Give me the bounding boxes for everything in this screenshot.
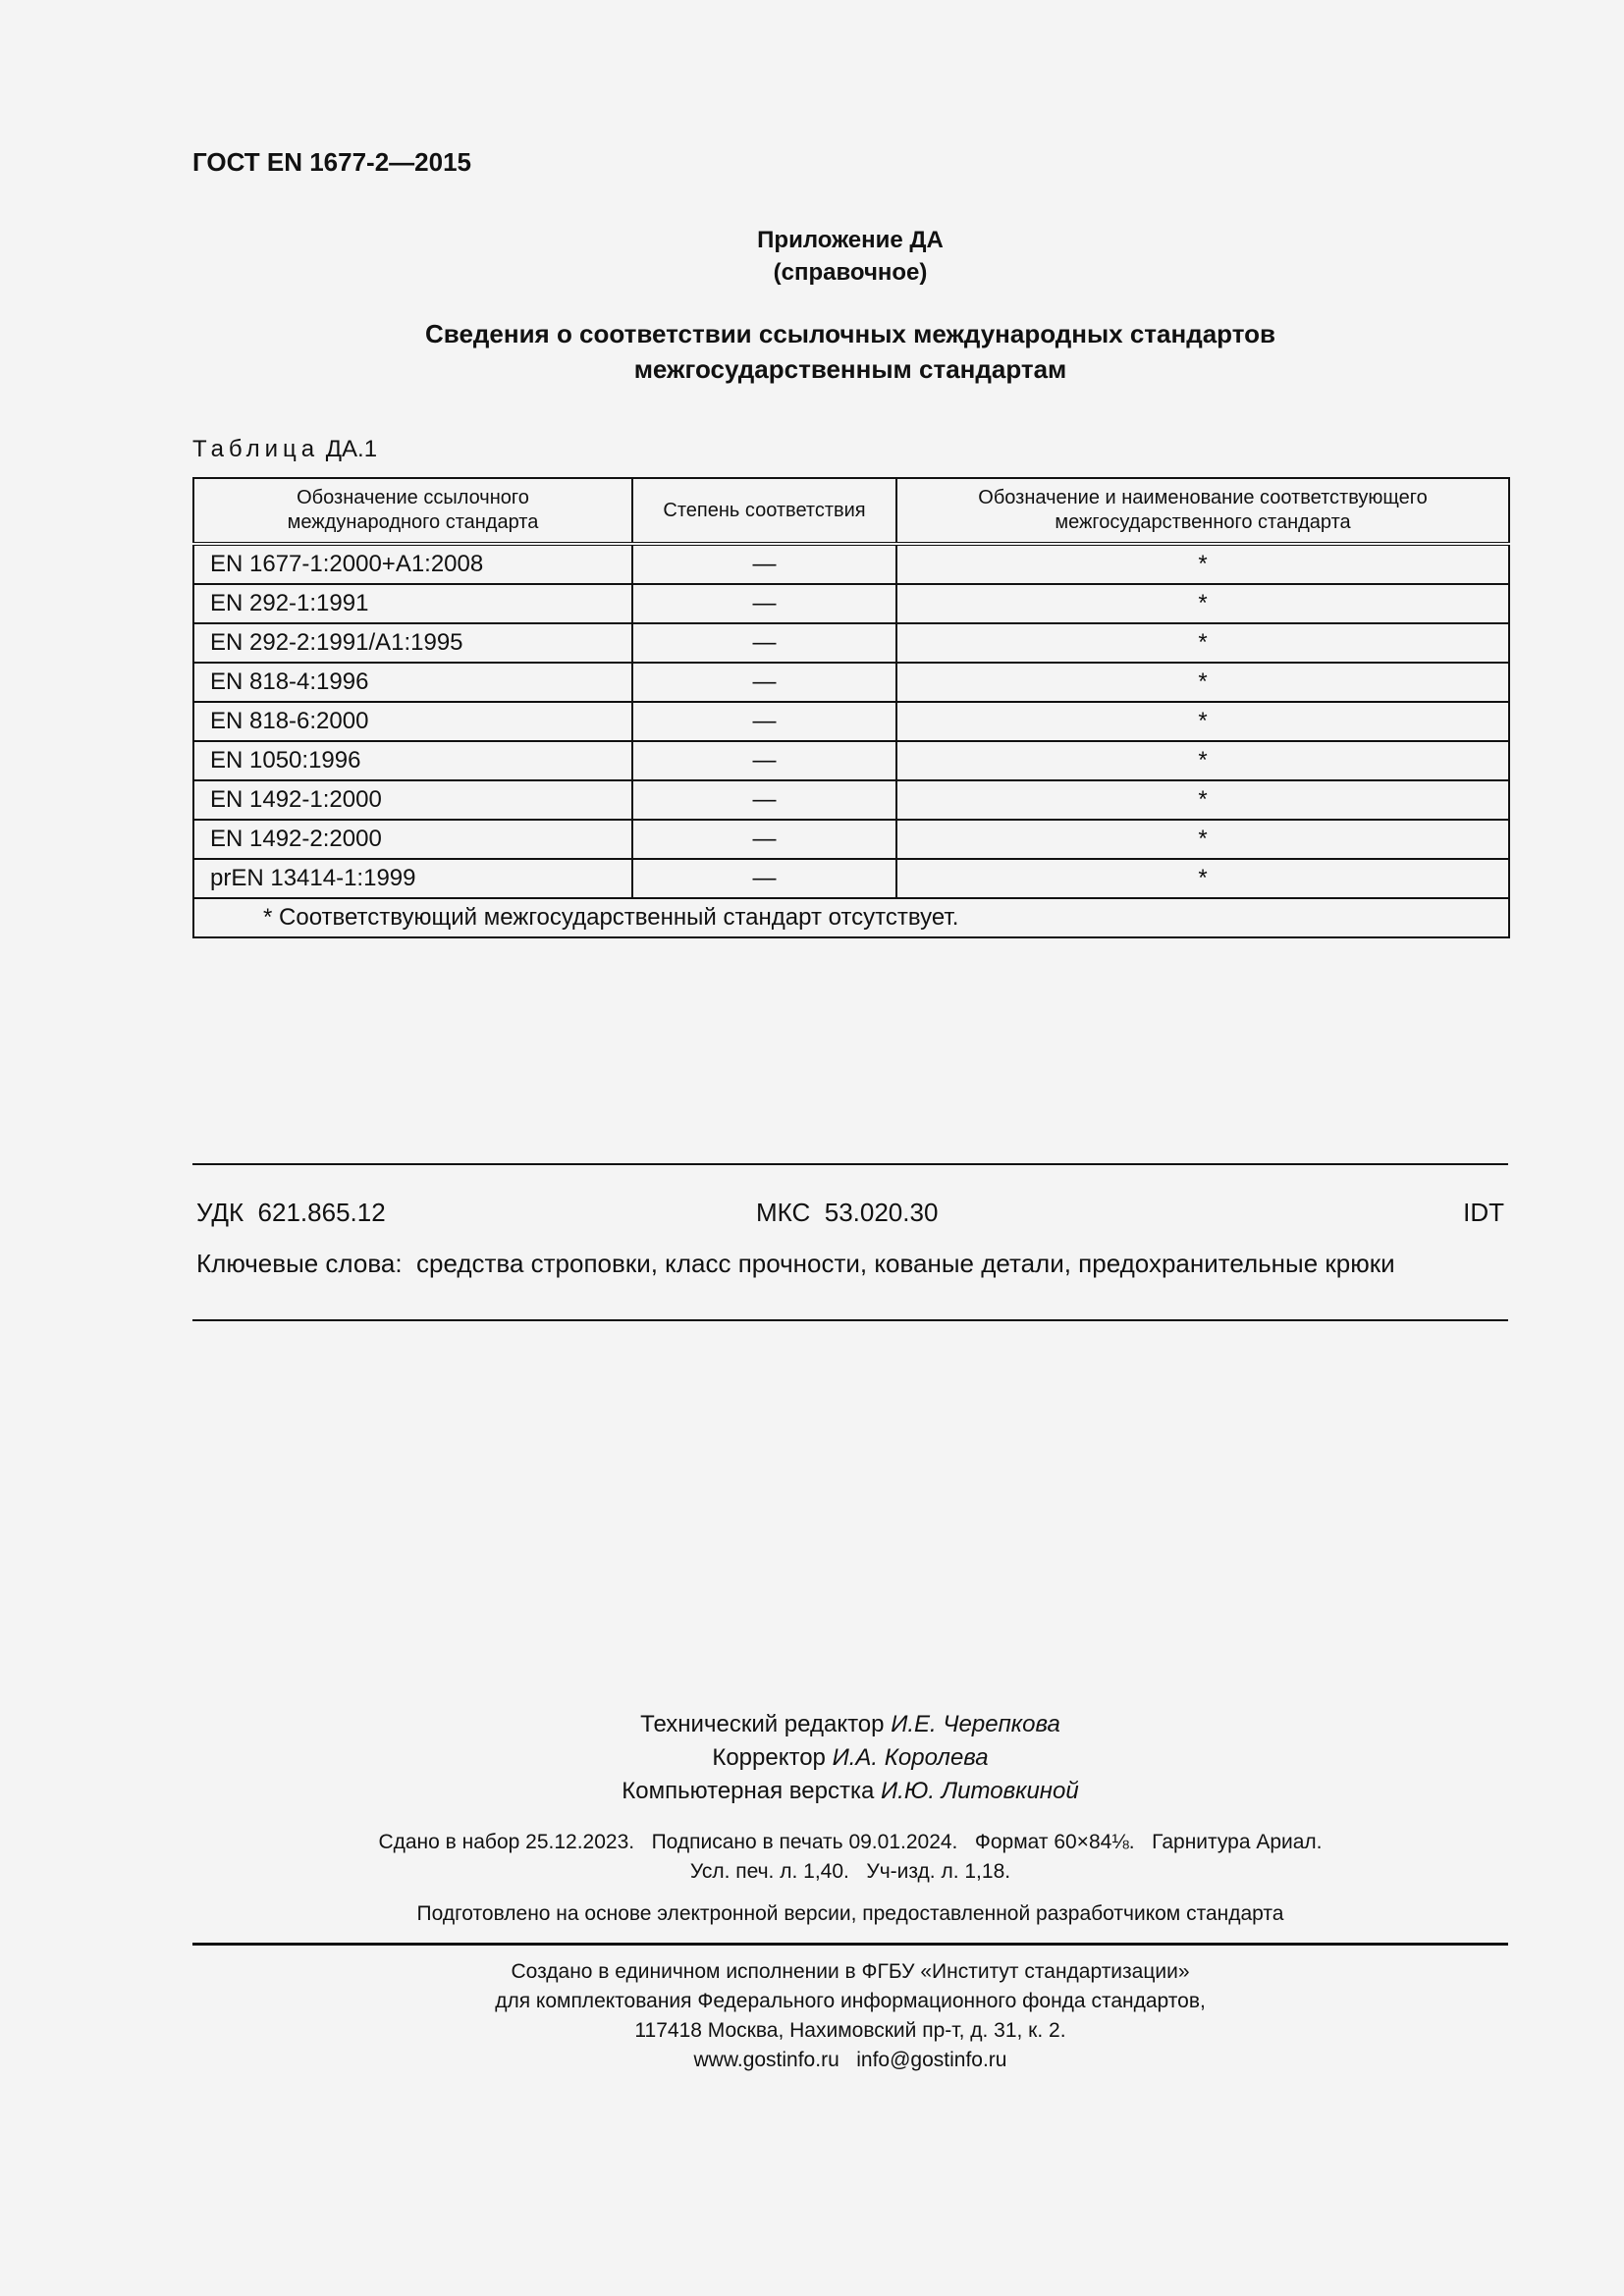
cell-reference-standard: EN 1677-1:2000+A1:2008: [193, 544, 632, 584]
table-row: [193, 859, 1509, 898]
cell-degree: —: [632, 702, 896, 741]
cell-reference-standard: EN 1050:1996: [193, 741, 632, 780]
appendix-heading: [192, 224, 1508, 289]
cell-reference-standard: EN 1492-1:2000: [193, 780, 632, 820]
credit-layout: Компьютерная верстка И.Ю. Литовкиной: [622, 1778, 1079, 1804]
table-header-row: [193, 478, 1509, 544]
cell-degree: —: [632, 820, 896, 859]
table-caption: [192, 436, 377, 463]
mks-code: МКС 53.020.30: [756, 1198, 939, 1227]
cell-reference-standard: EN 292-2:1991/A1:1995: [193, 623, 632, 663]
publisher-line-2: для комплектования Федерального информационного фонда стандартов,: [495, 1990, 1206, 2012]
document-code: ГОСТ EN 1677-2—2015: [192, 147, 471, 177]
cell-interstate-standard: *: [896, 820, 1509, 859]
table-row: [193, 741, 1509, 780]
cell-degree: —: [632, 741, 896, 780]
keywords: Ключевые слова: средства строповки, класс прочности, кованые детали, предохранительные крюки: [196, 1249, 1395, 1278]
divider-top: [192, 1163, 1508, 1165]
cell-interstate-standard: *: [896, 584, 1509, 623]
credit-tech-editor: Технический редактор И.Е. Черепкова: [640, 1711, 1060, 1737]
cell-interstate-standard: *: [896, 741, 1509, 780]
standards-table: [192, 477, 1510, 938]
cell-interstate-standard: *: [896, 780, 1509, 820]
appendix-subtitle: (справочное): [773, 259, 928, 286]
cell-interstate-standard: *: [896, 544, 1509, 584]
divider-footer: [192, 1943, 1508, 1946]
publisher-links: www.gostinfo.ru info@gostinfo.ru: [693, 2049, 1007, 2071]
imprint-line-1: Сдано в набор 25.12.2023. Подписано в печать 09.01.2024. Формат 60×84⅛. Гарнитура Ариал.: [378, 1831, 1323, 1853]
column-header-interstate-standard: Обозначение и наименование соответствующего межгосударственного стандарта: [896, 478, 1509, 544]
cell-interstate-standard: *: [896, 663, 1509, 702]
credit-corrector: Корректор И.А. Королева: [712, 1744, 989, 1771]
credits-block: [192, 1708, 1508, 1808]
equivalence-degree: IDT: [1463, 1198, 1504, 1227]
column-header-reference-standard: Обозначение ссылочного международного стандарта: [193, 478, 632, 544]
publisher-line-3: 117418 Москва, Нахимовский пр-т, д. 31, к. 2.: [634, 2019, 1066, 2042]
table-row: [193, 702, 1509, 741]
udk-code: УДК 621.865.12: [196, 1198, 386, 1227]
page-title-line-1: Сведения о соответствии ссылочных международных стандартов: [425, 319, 1275, 348]
cell-reference-standard: EN 292-1:1991: [193, 584, 632, 623]
table-footnote-row: [193, 898, 1509, 937]
page-title: [192, 316, 1508, 387]
imprint-line-2: Усл. печ. л. 1,40. Уч-изд. л. 1,18.: [689, 1860, 1011, 1883]
table-row: [193, 623, 1509, 663]
cell-degree: —: [632, 780, 896, 820]
cell-reference-standard: EN 818-4:1996: [193, 663, 632, 702]
table-caption-word: Таблица: [192, 436, 320, 462]
cell-degree: —: [632, 544, 896, 584]
cell-reference-standard: EN 818-6:2000: [193, 702, 632, 741]
table-row: [193, 663, 1509, 702]
imprint-block: [192, 1828, 1508, 1887]
table-row: [193, 584, 1509, 623]
publisher-block: [192, 1957, 1508, 2075]
column-header-degree: Степень соответствия: [632, 478, 896, 544]
prepared-note: Подготовлено на основе электронной версии, предоставленной разработчиком стандарта: [416, 1902, 1284, 1925]
table-row: [193, 544, 1509, 584]
table-row: [193, 820, 1509, 859]
cell-interstate-standard: *: [896, 623, 1509, 663]
page-title-line-2: межгосударственным стандартам: [633, 354, 1067, 384]
cell-reference-standard: EN 1492-2:2000: [193, 820, 632, 859]
cell-degree: —: [632, 623, 896, 663]
cell-interstate-standard: *: [896, 859, 1509, 898]
classification-row: [196, 1198, 1504, 1228]
publisher-line-1: Создано в единичном исполнении в ФГБУ «Институт стандартизации»: [511, 1960, 1190, 1983]
cell-reference-standard: prEN 13414-1:1999: [193, 859, 632, 898]
appendix-title: Приложение ДА: [757, 227, 944, 253]
cell-interstate-standard: *: [896, 702, 1509, 741]
cell-degree: —: [632, 663, 896, 702]
cell-degree: —: [632, 859, 896, 898]
table-footnote: * Соответствующий межгосударственный стандарт отсутствует.: [193, 898, 1509, 937]
cell-degree: —: [632, 584, 896, 623]
table-row: [193, 780, 1509, 820]
divider-bottom: [192, 1319, 1508, 1321]
table-caption-number: ДА.1: [325, 436, 378, 462]
